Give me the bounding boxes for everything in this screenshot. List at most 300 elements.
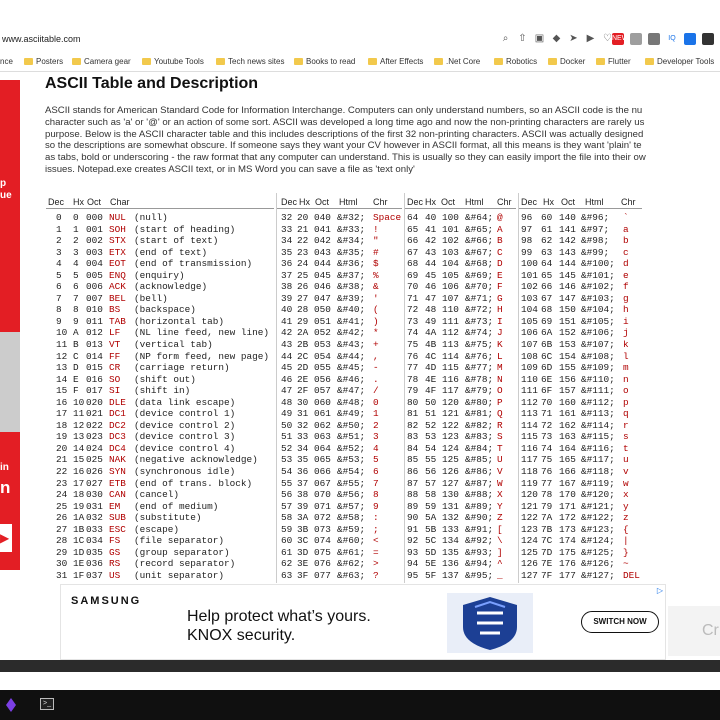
- table-cell: 147: [559, 292, 576, 304]
- table-cell: A: [73, 327, 79, 339]
- table-cell: 013: [86, 339, 103, 351]
- table-row: [46, 454, 274, 466]
- table-cell: B: [497, 235, 503, 247]
- table-cell: (cancel): [134, 489, 180, 501]
- table-cell: 4B: [425, 339, 437, 351]
- bookmark-item[interactable]: [24, 57, 63, 66]
- table-cell: D: [497, 258, 503, 270]
- table-cell: &#126;: [581, 558, 615, 570]
- table-cell: 044: [314, 258, 331, 270]
- table-row: [405, 351, 516, 363]
- table-cell: 124: [442, 442, 459, 454]
- table-cell: &#66;: [465, 235, 494, 247]
- table-cell: 021: [86, 408, 103, 420]
- table-cell: (end of transmission): [134, 258, 253, 270]
- table-cell: 170: [559, 489, 576, 501]
- table-cell: 61: [281, 546, 293, 558]
- table-cell: 36: [297, 466, 309, 478]
- table-cell: (end of text): [134, 246, 208, 258]
- table-cell: 123: [521, 523, 538, 535]
- samsung-banner-ad[interactable]: [60, 584, 666, 660]
- table-cell: STX: [109, 235, 126, 247]
- table-row: [46, 281, 274, 293]
- table-cell: K: [497, 339, 503, 351]
- table-cell: (substitute): [134, 512, 202, 524]
- table-cell: CR: [109, 362, 121, 374]
- play-icon[interactable]: ▶: [586, 33, 595, 44]
- table-cell: &#93;: [465, 546, 494, 558]
- table-row: [277, 362, 402, 374]
- table-cell: (acknowledge): [134, 281, 208, 293]
- table-cell: &#38;: [337, 281, 366, 293]
- table-row: [405, 374, 516, 386]
- table-cell: 5: [56, 269, 62, 281]
- table-cell: 000: [86, 212, 103, 223]
- adchoices-icon[interactable]: ▷: [656, 586, 663, 595]
- table-cell: &#52;: [337, 442, 366, 454]
- table-cell: 111: [442, 315, 459, 327]
- table-cell: 20: [297, 212, 309, 223]
- table-cell: SUB: [109, 512, 126, 524]
- table-cell: 46: [281, 373, 293, 385]
- table-cell: 53: [281, 454, 293, 466]
- table-row: [519, 535, 642, 547]
- folder-icon: [645, 58, 654, 65]
- table-cell: 4C: [425, 350, 437, 362]
- table-header-cell: Hx: [543, 197, 554, 207]
- extension-blue-icon[interactable]: [684, 33, 696, 45]
- table-cell: 6: [73, 281, 79, 293]
- table-row: [277, 212, 402, 224]
- table-cell: &#88;: [465, 489, 494, 501]
- table-cell: @: [497, 212, 503, 223]
- table-row: [46, 235, 274, 247]
- heart-icon[interactable]: ♡: [603, 33, 612, 44]
- table-cell: 116: [442, 373, 459, 385]
- table-row: [277, 501, 402, 513]
- table-cell: N: [497, 373, 503, 385]
- table-cell: 014: [86, 350, 103, 362]
- table-cell: 54: [281, 466, 293, 478]
- folder-icon: [142, 58, 151, 65]
- table-cell: 40: [425, 212, 437, 223]
- table-cell: 107: [521, 339, 538, 351]
- table-cell: 005: [86, 269, 103, 281]
- table-cell: &#37;: [337, 269, 366, 281]
- table-cell: 062: [314, 419, 331, 431]
- table-cell: US: [109, 569, 121, 581]
- table-cell: 7E: [541, 558, 553, 570]
- table-row: [519, 339, 642, 351]
- table-cell: 4: [373, 442, 379, 454]
- table-cell: &#95;: [465, 569, 494, 581]
- table-cell: 16: [56, 396, 68, 408]
- table-row: [46, 247, 274, 259]
- table-header-cell: Chr: [621, 197, 636, 207]
- bookmark-item[interactable]: [72, 57, 131, 66]
- folder-icon: [294, 58, 303, 65]
- table-cell: 4A: [425, 327, 437, 339]
- table-cell: 31: [297, 408, 309, 420]
- table-cell: 70: [407, 281, 419, 293]
- table-cell: (enquiry): [134, 269, 185, 281]
- ascii-column-uppercase: [404, 193, 516, 583]
- table-cell: (end of trans. block): [134, 477, 253, 489]
- table-cell: 82: [407, 419, 419, 431]
- table-cell: <: [373, 535, 379, 547]
- table-cell: 5E: [425, 558, 437, 570]
- address-bar[interactable]: [0, 30, 720, 52]
- table-cell: (device control 1): [134, 408, 236, 420]
- table-cell: &#59;: [337, 523, 366, 535]
- table-cell: 006: [86, 281, 103, 293]
- left-ad-arrow-button[interactable]: ▶: [0, 524, 12, 552]
- table-cell: &#119;: [581, 477, 615, 489]
- table-cell: ACK: [109, 281, 126, 293]
- table-cell: 91: [407, 523, 419, 535]
- table-cell: 6A: [541, 327, 553, 339]
- table-cell: 31: [56, 569, 68, 581]
- left-side-ad[interactable]: [0, 72, 20, 582]
- table-cell: 152: [559, 327, 576, 339]
- table-cell: &#53;: [337, 454, 366, 466]
- table-cell: l: [623, 350, 629, 362]
- page-title: ASCII Table and Description: [45, 75, 259, 92]
- table-cell: $: [373, 258, 379, 270]
- table-cell: 1F: [73, 569, 85, 581]
- table-cell: 88: [407, 489, 419, 501]
- table-cell: 48: [425, 304, 437, 316]
- table-cell: 105: [442, 269, 459, 281]
- table-cell: 29: [297, 315, 309, 327]
- table-row: [277, 235, 402, 247]
- table-cell: &#84;: [465, 442, 494, 454]
- table-cell: 4D: [425, 362, 437, 374]
- folder-icon: [596, 58, 605, 65]
- table-cell: 003: [86, 246, 103, 258]
- table-cell: 25: [297, 269, 309, 281]
- table-cell: 59: [281, 523, 293, 535]
- search-icon[interactable]: ⌕: [502, 33, 509, 44]
- extension-red-icon[interactable]: NEW: [612, 33, 624, 45]
- table-cell: 3C: [297, 535, 309, 547]
- table-cell: &#99;: [581, 246, 610, 258]
- table-cell: &#45;: [337, 362, 366, 374]
- table-cell: &#41;: [337, 315, 366, 327]
- table-cell: 12: [56, 350, 68, 362]
- table-cell: 6D: [541, 362, 553, 374]
- table-cell: 25: [56, 500, 68, 512]
- table-row: [405, 535, 516, 547]
- table-row: [46, 558, 274, 570]
- table-cell: &#114;: [581, 419, 615, 431]
- table-cell: &#117;: [581, 454, 615, 466]
- bookmark-label: Robotics: [506, 57, 538, 66]
- table-cell: &#36;: [337, 258, 366, 270]
- table-cell: 130: [442, 489, 459, 501]
- bookmark-label: Youtube Tools: [154, 57, 204, 66]
- table-cell: ETX: [109, 246, 126, 258]
- table-cell: U: [497, 454, 503, 466]
- bookmark-label: Books to read: [306, 57, 356, 66]
- switch-now-button[interactable]: SWITCH NOW: [581, 611, 659, 633]
- table-cell: 7B: [541, 523, 553, 535]
- table-cell: 34: [297, 442, 309, 454]
- table-row: [519, 466, 642, 478]
- table-cell: F: [497, 281, 503, 293]
- table-cell: 85: [407, 454, 419, 466]
- table-cell: 132: [442, 512, 459, 524]
- table-cell: 68: [541, 304, 553, 316]
- bookmark-item[interactable]: [434, 57, 480, 66]
- url-text[interactable]: www.asciitable.com: [2, 34, 81, 44]
- table-cell: {: [623, 523, 629, 535]
- table-cell: 83: [407, 431, 419, 443]
- table-cell: &#92;: [465, 535, 494, 547]
- table-row: [277, 327, 402, 339]
- table-cell: 047: [314, 292, 331, 304]
- table-cell: &#127;: [581, 569, 615, 581]
- table-row: [405, 304, 516, 316]
- table-cell: 103: [442, 246, 459, 258]
- table-row: [46, 339, 274, 351]
- table-cell: &#91;: [465, 523, 494, 535]
- bookmark-label: .Net Core: [446, 57, 481, 66]
- table-cell: 126: [521, 558, 538, 570]
- bookmark-item[interactable]: [494, 57, 537, 66]
- table-row: [405, 570, 516, 582]
- table-cell: 66: [407, 235, 419, 247]
- table-cell: 52: [281, 442, 293, 454]
- table-row: [46, 570, 274, 582]
- ascii-column-symbols: [276, 193, 402, 583]
- table-cell: 112: [521, 396, 538, 408]
- table-cell: &#49;: [337, 408, 366, 420]
- table-cell: 120: [521, 489, 538, 501]
- table-row: [405, 547, 516, 559]
- table-cell: W: [497, 477, 503, 489]
- table-header-cell: Chr: [373, 197, 388, 207]
- table-row: [519, 397, 642, 409]
- table-row: [519, 374, 642, 386]
- table-cell: &#97;: [581, 223, 610, 235]
- table-cell: DLE: [109, 396, 126, 408]
- table-cell: &#103;: [581, 292, 615, 304]
- table-cell: 165: [559, 454, 576, 466]
- share-icon[interactable]: ⇧: [518, 33, 527, 44]
- table-cell: (data link escape): [134, 396, 236, 408]
- table-cell: 054: [314, 350, 331, 362]
- table-cell: 153: [559, 339, 576, 351]
- table-cell: &#116;: [581, 442, 615, 454]
- table-cell: P: [497, 396, 503, 408]
- bookmark-label: Tech news sites: [228, 57, 285, 66]
- table-header-cell: Oct: [87, 197, 102, 207]
- table-cell: ?: [373, 569, 379, 581]
- table-cell: 102: [442, 235, 459, 247]
- table-cell: (start of heading): [134, 223, 236, 235]
- table-row: [405, 327, 516, 339]
- bookmark-label: Posters: [36, 57, 64, 66]
- bookmark-item[interactable]: [0, 57, 13, 66]
- table-cell: 2: [56, 235, 62, 247]
- table-row: [277, 339, 402, 351]
- table-cell: 8: [56, 304, 62, 316]
- table-cell: 4: [56, 258, 62, 270]
- table-cell: 064: [314, 442, 331, 454]
- table-cell: 69: [407, 269, 419, 281]
- terminal-icon[interactable]: >_: [40, 698, 54, 710]
- table-cell: (device control 3): [134, 431, 236, 443]
- bookmark-item[interactable]: [368, 57, 423, 66]
- camera-icon[interactable]: ▣: [534, 33, 545, 44]
- table-cell: 106: [442, 281, 459, 293]
- table-cell: 72: [541, 419, 553, 431]
- bookmark-item[interactable]: [142, 57, 204, 66]
- table-cell: 3: [73, 246, 79, 258]
- table-cell: 103: [521, 292, 538, 304]
- ad-brand: SAMSUNG: [71, 595, 142, 607]
- table-cell: 70: [541, 396, 553, 408]
- table-cell: 77: [541, 477, 553, 489]
- table-cell: 35: [297, 454, 309, 466]
- table-cell: &#54;: [337, 466, 366, 478]
- table-cell: &#80;: [465, 396, 494, 408]
- table-cell: j: [623, 327, 629, 339]
- table-cell: 65: [407, 223, 419, 235]
- visual-studio-icon[interactable]: [6, 698, 16, 712]
- table-cell: 1C: [73, 535, 85, 547]
- table-cell: M: [497, 362, 503, 374]
- table-cell: ;: [373, 523, 379, 535]
- table-header-cell: Dec: [407, 197, 424, 207]
- table-cell: &#122;: [581, 512, 615, 524]
- table-cell: 075: [314, 546, 331, 558]
- table-row: [277, 385, 402, 397]
- table-row: [519, 327, 642, 339]
- table-cell: 8: [373, 489, 379, 501]
- table-cell: 114: [521, 419, 538, 431]
- table-cell: d: [623, 258, 629, 270]
- table-cell: 94: [407, 558, 419, 570]
- table-row: [46, 535, 274, 547]
- table-cell: 89: [407, 500, 419, 512]
- table-row: [519, 501, 642, 513]
- table-cell: f: [623, 281, 629, 293]
- table-row: [46, 258, 274, 270]
- table-cell: 27: [56, 523, 68, 535]
- table-cell: 33: [297, 431, 309, 443]
- table-cell: 96: [521, 212, 533, 223]
- table-row: [277, 420, 402, 432]
- table-cell: 022: [86, 419, 103, 431]
- bookmark-item[interactable]: [596, 57, 631, 66]
- table-cell: 9: [73, 315, 79, 327]
- table-cell: F: [73, 385, 79, 397]
- table-row: [277, 466, 402, 478]
- table-cell: 117: [442, 385, 459, 397]
- right-stub-text: Cr: [702, 622, 719, 639]
- table-cell: 10: [73, 396, 85, 408]
- table-cell: h: [623, 304, 629, 316]
- table-cell: 174: [559, 535, 576, 547]
- shield-icon[interactable]: ◆: [552, 33, 561, 44]
- table-cell: 030: [86, 489, 103, 501]
- table-cell: 43: [281, 339, 293, 351]
- table-row: [277, 224, 402, 236]
- send-icon[interactable]: ➤: [569, 33, 578, 44]
- table-cell: &#104;: [581, 304, 615, 316]
- table-row: [519, 385, 642, 397]
- bookmark-item[interactable]: [548, 57, 585, 66]
- table-row: [519, 258, 642, 270]
- page-description: [45, 105, 720, 176]
- table-row: [519, 420, 642, 432]
- table-cell: 114: [442, 350, 459, 362]
- bookmark-item[interactable]: [645, 57, 714, 66]
- table-cell: S: [497, 431, 503, 443]
- table-cell: 13: [73, 431, 85, 443]
- table-row: [46, 478, 274, 490]
- table-cell: 64: [407, 212, 419, 223]
- table-cell: 133: [442, 523, 459, 535]
- table-cell: E: [73, 373, 79, 385]
- table-cell: 63: [281, 569, 293, 581]
- table-cell: 1: [373, 408, 379, 420]
- table-row: [277, 247, 402, 259]
- table-cell: &#112;: [581, 396, 615, 408]
- description-line: as tabs, bold or underscoring - the raw format that any computer can understand. This is usually so they can easily import the file into their ow: [45, 152, 646, 164]
- table-cell: m: [623, 362, 629, 374]
- table-cell: 120: [442, 396, 459, 408]
- table-cell: 17: [73, 477, 85, 489]
- table-cell: p: [623, 396, 629, 408]
- table-row: [46, 293, 274, 305]
- table-row: [277, 258, 402, 270]
- table-cell: 123: [442, 431, 459, 443]
- table-cell: k: [623, 339, 629, 351]
- table-cell: 015: [86, 362, 103, 374]
- table-cell: (NL line feed, new line): [134, 327, 270, 339]
- table-cell: #: [373, 246, 379, 258]
- table-row: [277, 478, 402, 490]
- table-row: [46, 362, 274, 374]
- table-cell: &#123;: [581, 523, 615, 535]
- table-cell: 110: [442, 304, 459, 316]
- table-cell: a: [623, 223, 629, 235]
- table-row: [277, 443, 402, 455]
- extension-gray-1-icon[interactable]: [630, 33, 642, 45]
- folder-icon: [24, 58, 33, 65]
- table-cell: 64: [541, 258, 553, 270]
- extension-gray-2-icon[interactable]: [648, 33, 660, 45]
- bookmark-item[interactable]: [216, 57, 284, 66]
- bookmark-item[interactable]: [294, 57, 355, 66]
- table-row: [46, 443, 274, 455]
- table-cell: 73: [541, 431, 553, 443]
- table-row: [46, 489, 274, 501]
- extension-video-icon[interactable]: [702, 33, 714, 45]
- table-cell: 127: [442, 477, 459, 489]
- table-cell: 119: [521, 477, 538, 489]
- extension-iq-icon[interactable]: IQ: [666, 33, 678, 45]
- table-cell: (record separator): [134, 558, 236, 570]
- ascii-column-control: [46, 193, 274, 583]
- table-row: [46, 327, 274, 339]
- table-cell: 020: [86, 396, 103, 408]
- table-row: [46, 351, 274, 363]
- table-cell: 17: [56, 408, 68, 420]
